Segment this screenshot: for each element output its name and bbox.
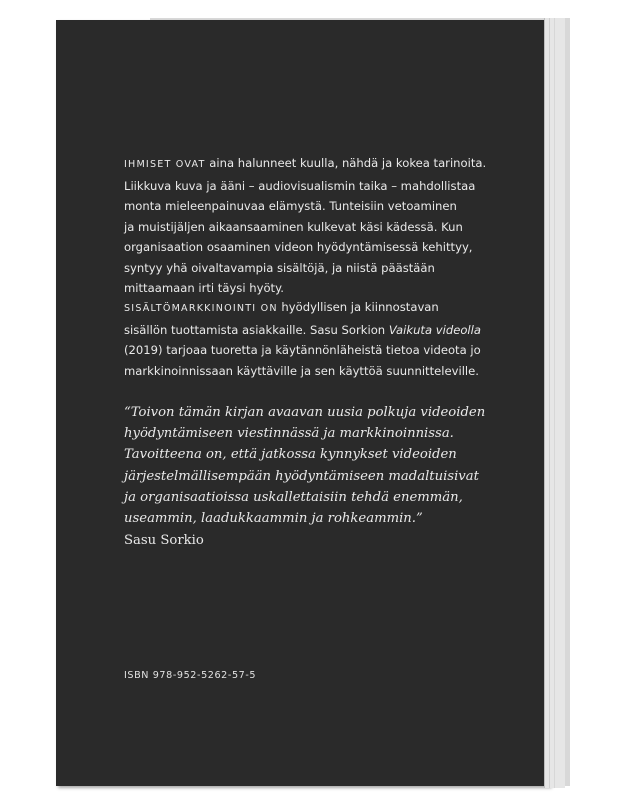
intro-line-6: syntyy yhä oivaltavampia sisältöjä, ja niistä päästään bbox=[124, 260, 435, 275]
book-page-edges bbox=[544, 18, 565, 788]
author-quote bbox=[124, 402, 519, 529]
quote-line-3: Tavoitteena on, että jatkossa kynnykset videoiden bbox=[124, 447, 457, 463]
intro-line-1: IHMISET OVAT aina halunneet kuulla, nähdä ja kokea tarinoita. bbox=[124, 156, 487, 170]
quote-line-4: järjestelmällisempään hyödyntämiseen madaltuisivat bbox=[124, 468, 479, 484]
intro-lead: IHMISET OVAT bbox=[124, 159, 206, 170]
content-line-1: SISÄLTÖMARKKINOINTI ON hyödyllisen ja kiinnostavan bbox=[124, 300, 439, 314]
content-lead: SISÄLTÖMARKKINOINTI ON bbox=[124, 303, 278, 314]
content-line-2: sisällön tuottamista asiakkaille. Sasu Sorkion Vaikuta videolla bbox=[124, 322, 481, 337]
content-line-4: markkinoinnissaan käyttäville ja sen käyttöä suunnitteleville. bbox=[124, 363, 479, 378]
content-marketing-paragraph bbox=[124, 297, 504, 381]
intro-paragraph bbox=[124, 153, 504, 299]
quote-line-1: “Toivon tämän kirjan avaavan uusia polkuja videoiden bbox=[124, 405, 486, 420]
quote-line-2: hyödyntämiseen viestinnässä ja markkinoinnissa. bbox=[124, 426, 454, 442]
quote-author: Sasu Sorkio bbox=[124, 533, 204, 548]
quote-line-6: useammin, laadukkaammin ja rohkeammin.” bbox=[124, 511, 423, 527]
intro-line-5: organisaation osaaminen videon hyödyntämisessä kehittyy, bbox=[124, 240, 473, 254]
intro-line-2: Liikkuva kuva ja ääni – audiovisualismin taika – mahdollistaa bbox=[124, 178, 476, 193]
intro-line-3: monta mieleenpainuvaa elämystä. Tunteisiin vetoaminen bbox=[124, 199, 457, 213]
book-title: Vaikuta videolla bbox=[388, 322, 481, 337]
intro-line-7: mittaamaan irti täysi hyöty. bbox=[124, 281, 284, 295]
content-line-3: (2019) tarjoaa tuoretta ja käytännönläheistä tietoa videota jo bbox=[124, 343, 481, 357]
isbn-number: ISBN 978-952-5262-57-5 bbox=[124, 670, 257, 681]
intro-line-4: ja muistijäljen aikaansaaminen kulkevat käsi kädessä. Kun bbox=[124, 219, 463, 234]
quote-line-5: ja organisaatioissa uskallettaisiin tehdä enemmän, bbox=[124, 489, 463, 505]
